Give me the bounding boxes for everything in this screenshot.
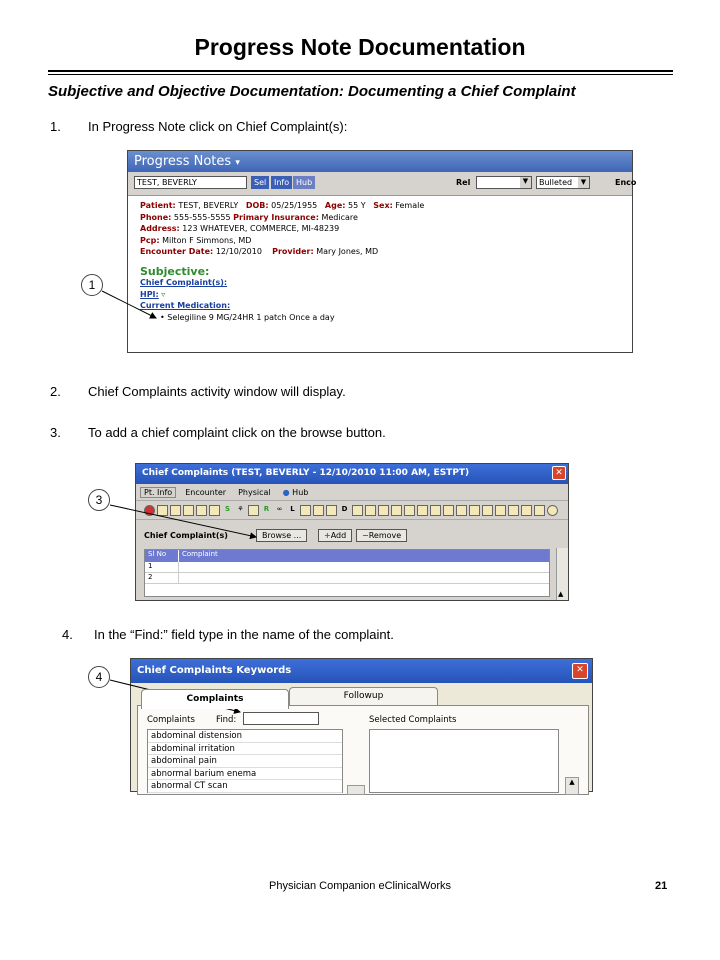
rel-label: Rel bbox=[456, 178, 471, 187]
scroll-up-icon: ▲ bbox=[558, 590, 564, 598]
dropdown-arrow-icon: ▼ bbox=[520, 177, 531, 188]
hub-button[interactable]: Hub bbox=[293, 176, 315, 189]
chief-complaints-label: Chief Complaint(s) bbox=[144, 531, 228, 540]
sel-button[interactable]: Sel bbox=[251, 176, 269, 189]
callout-3-arrow bbox=[110, 505, 256, 537]
close-icon[interactable]: ✕ bbox=[572, 663, 588, 679]
lab-icon[interactable]: L bbox=[290, 504, 295, 513]
tab-followup[interactable]: Followup bbox=[289, 687, 438, 705]
current-medication-link[interactable]: Current Medication: bbox=[140, 301, 231, 310]
col-slno: Sl No bbox=[145, 550, 179, 562]
step-3: 3. To add a chief complaint click on the browse button. bbox=[50, 425, 386, 440]
enc-label: Enco bbox=[615, 178, 637, 187]
patient-field[interactable]: TEST, BEVERLY bbox=[134, 176, 247, 189]
browse-button[interactable]: Browse ... bbox=[256, 529, 307, 542]
callout-1-arrow bbox=[102, 291, 156, 318]
selected-complaints-label: Selected Complaints bbox=[369, 715, 457, 725]
s-icon[interactable]: S bbox=[224, 504, 231, 513]
medication-item: Selegiline 9 MG/24HR 1 patch Once a day bbox=[167, 312, 335, 322]
window-titlebar: Chief Complaints (TEST, BEVERLY - 12/10/2010 11:00 AM, ESTPT) ✕ bbox=[136, 464, 568, 484]
minus-icon: − bbox=[362, 531, 369, 540]
list-item[interactable]: abnormal CT scan bbox=[148, 780, 342, 793]
table-row[interactable]: 2 bbox=[145, 573, 549, 584]
triangle-down-icon: ▿ bbox=[161, 289, 166, 299]
callout-1: 1 bbox=[81, 274, 103, 296]
tab-encounter[interactable]: Encounter bbox=[185, 487, 227, 497]
scroll-up-icon[interactable]: ▲ bbox=[565, 777, 579, 795]
tab-complaints[interactable]: Complaints bbox=[141, 689, 289, 709]
callout-3: 3 bbox=[88, 489, 110, 511]
tab-physical[interactable]: Physical bbox=[238, 487, 271, 497]
window-titlebar: Chief Complaints Keywords ✕ bbox=[131, 659, 592, 683]
list-item[interactable]: abdominal pain bbox=[148, 755, 342, 768]
section-subtitle: Subjective and Objective Documentation: Documenting a Chief Complaint bbox=[48, 83, 576, 100]
table-row[interactable]: 1 bbox=[145, 562, 549, 573]
list-item[interactable]: abnormal barium enema bbox=[148, 768, 342, 781]
page-title: Progress Note Documentation bbox=[194, 34, 526, 60]
close-icon[interactable]: ✕ bbox=[552, 466, 566, 480]
step-2: 2. Chief Complaints activity window will display. bbox=[50, 384, 346, 399]
note-body: Patient: TEST, BEVERLY DOB: 05/25/1955 Age: 55 Y Sex: Female Phone: 555-555-5555 Primary Insurance: Medicare Address: 123 WHATEVER, COMMERCE, MI-48239 Pcp: Milton F Simmons, MD Encounter Date: 12/10/2010 Provider: Mary Jones, MD Subjective: Chief Complaint(s): HPI: ▿ Current Medication: • Selegiline 9 MG/24HR 1 patch Once a day bbox=[128, 196, 632, 327]
progress-notes-header: Progress Notes ▾ bbox=[128, 151, 632, 172]
find-label: Find: bbox=[216, 715, 237, 725]
info-button[interactable]: Info bbox=[271, 176, 292, 189]
list-item[interactable]: abdominal distension bbox=[148, 730, 342, 743]
glasses-icon[interactable]: ∞ bbox=[276, 504, 283, 513]
add-button[interactable]: +Add bbox=[318, 529, 352, 542]
dx-icon[interactable]: D bbox=[341, 504, 348, 513]
person-icon: ● bbox=[282, 487, 290, 497]
xray-icon[interactable]: ⚘ bbox=[237, 504, 244, 513]
r-icon[interactable]: R bbox=[263, 504, 270, 513]
callout-4: 4 bbox=[88, 666, 110, 688]
footer-text: Physician Companion eClinicalWorks bbox=[269, 880, 451, 892]
chevron-down-icon: ▾ bbox=[235, 158, 240, 168]
step-1: 1. In Progress Note click on Chief Complaint(s): bbox=[50, 119, 348, 134]
remove-button[interactable]: −Remove bbox=[356, 529, 407, 542]
dropdown-arrow-icon: ▼ bbox=[578, 177, 589, 188]
subjective-heading: Subjective: bbox=[140, 264, 210, 278]
plus-icon: + bbox=[324, 531, 331, 540]
step-4: 4. In the “Find:” field type in the name of the complaint. bbox=[62, 627, 394, 642]
list-item[interactable]: abdominal irritation bbox=[148, 743, 342, 756]
format-select[interactable]: Bulleted ▼ bbox=[536, 176, 590, 189]
page-number: 21 bbox=[655, 880, 668, 892]
complaints-label: Complaints bbox=[147, 715, 195, 725]
tab-pt-info[interactable]: Pt. Info bbox=[140, 487, 176, 498]
col-complaint: Complaint bbox=[182, 550, 218, 558]
tab-hub[interactable]: ● Hub bbox=[282, 487, 309, 497]
chief-complaint-link[interactable]: Chief Complaint(s): bbox=[140, 278, 228, 287]
hpi-link[interactable]: HPI: bbox=[140, 289, 159, 299]
